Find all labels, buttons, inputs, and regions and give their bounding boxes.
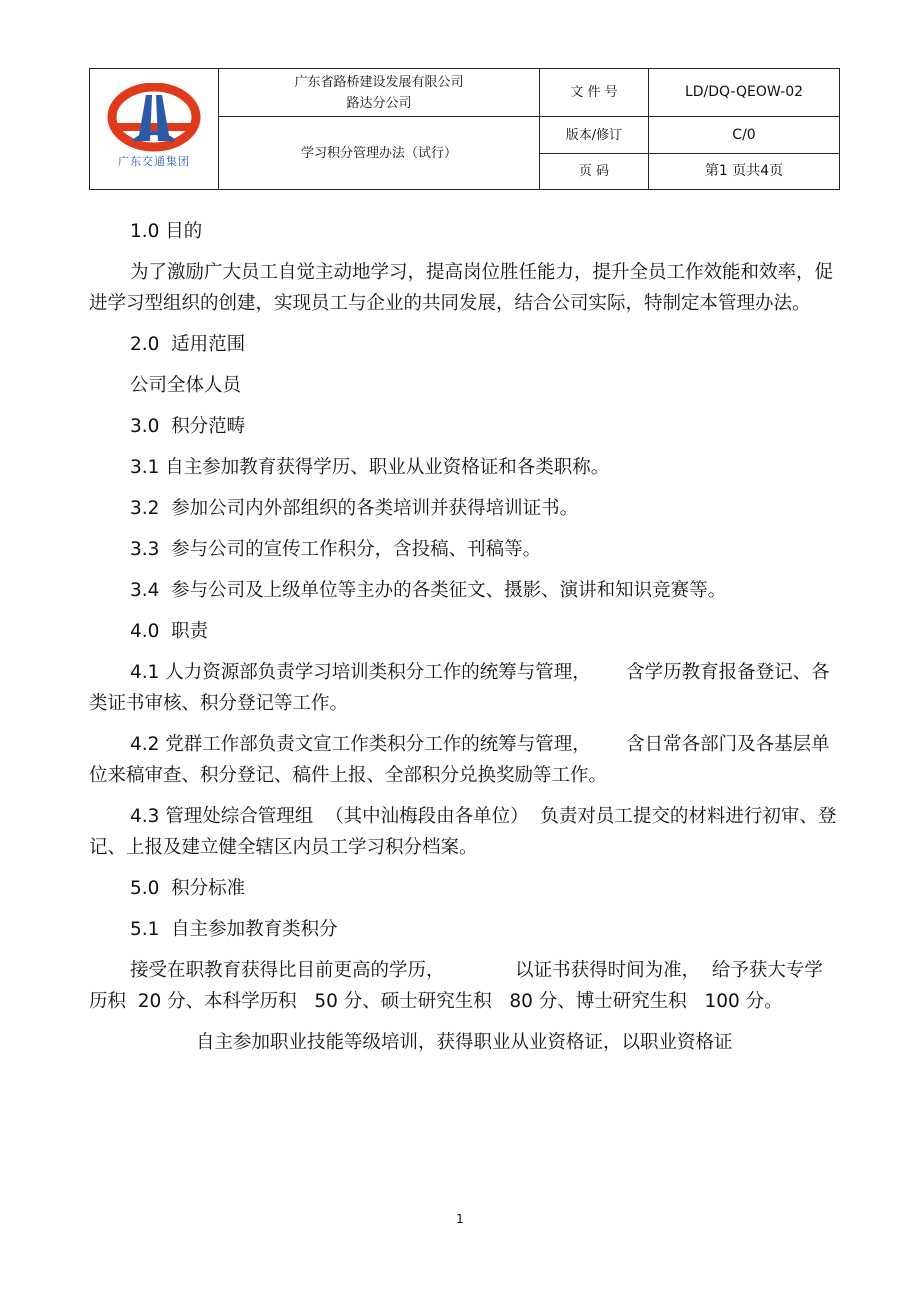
section-1-text: 为了激励广大员工自觉主动地学习，提高岗位胜任能力，提升全员工作效能和效率，促进学习型组织的创建，实现员工与企业的共同发展，结合公司实际，特制定本管理办法。 [89, 262, 834, 314]
version-label: 版本/修订 [540, 117, 649, 154]
section-2-heading: 2.0 适用范围 [130, 334, 246, 355]
logo-text: 广东交通集团 [118, 155, 190, 168]
section-2-text: 公司全体人员 [130, 375, 242, 396]
section-4-3: 4.3 管理处综合管理组 （其中汕梅段由各单位） 负责对员工提交的材料进行初审、登记、上报及建立健全辖区内员工学习积分档案。 [89, 806, 837, 858]
guangdong-transport-logo-icon [106, 83, 202, 153]
page-label: 页 码 [540, 154, 649, 190]
logo-cell [90, 69, 219, 190]
section-3-heading: 3.0 积分范畴 [130, 416, 246, 437]
company-logo [102, 77, 206, 181]
company-line2: 路达分公司 [346, 95, 412, 111]
version-value: C/0 [649, 117, 840, 154]
file-no-value: LD/DQ-QEOW-02 [649, 69, 840, 117]
section-3-2: 3.2 参加公司内外部组织的各类培训并获得培训证书。 [130, 498, 579, 519]
section-4-heading: 4.0 职责 [130, 621, 209, 642]
section-3-3: 3.3 参与公司的宣传工作积分，含投稿、刊稿等。 [130, 539, 542, 560]
page-number: 1 [456, 1212, 464, 1226]
doc-title: 学习积分管理办法（试行） [219, 117, 540, 190]
company-name-cell [219, 69, 540, 117]
section-3-1: 3.1 自主参加教育获得学历、职业从业资格证和各类职称。 [130, 457, 610, 478]
file-no-label: 文 件 号 [540, 69, 649, 117]
section-5-1-continued: 自主参加职业技能等级培训，获得职业从业资格证，以职业资格证 [196, 1032, 733, 1053]
section-3-4: 3.4 参与公司及上级单位等主办的各类征文、摄影、演讲和知识竞赛等。 [130, 580, 727, 601]
section-5-1: 5.1 自主参加教育类积分 [130, 919, 338, 940]
page-value: 第1 页共4页 [649, 154, 840, 190]
section-4-2: 4.2 党群工作部负责文宣工作类积分工作的统筹与管理， 含日常各部门及各基层单位来稿审查、积分登记、稿件上报、全部积分兑换奖励等工作。 [89, 734, 830, 786]
document-body [89, 216, 839, 1068]
section-4-1: 4.1 人力资源部负责学习培训类积分工作的统筹与管理， 含学历教育报备登记、各类证书审核、积分登记等工作。 [89, 662, 830, 714]
section-5-1-text: 接受在职教育获得比目前更高的学历， 以证书获得时间为准， 给予获大专学历积 20 分、本科学历积 50 分、硕士研究生积 80 分、博士研究生积 100 分。 [89, 960, 823, 1012]
company-line1: 广东省路桥建设发展有限公司 [294, 74, 464, 90]
section-1-heading: 1.0 目的 [130, 221, 203, 242]
document-header-table [89, 68, 840, 190]
section-5-heading: 5.0 积分标准 [130, 878, 246, 899]
